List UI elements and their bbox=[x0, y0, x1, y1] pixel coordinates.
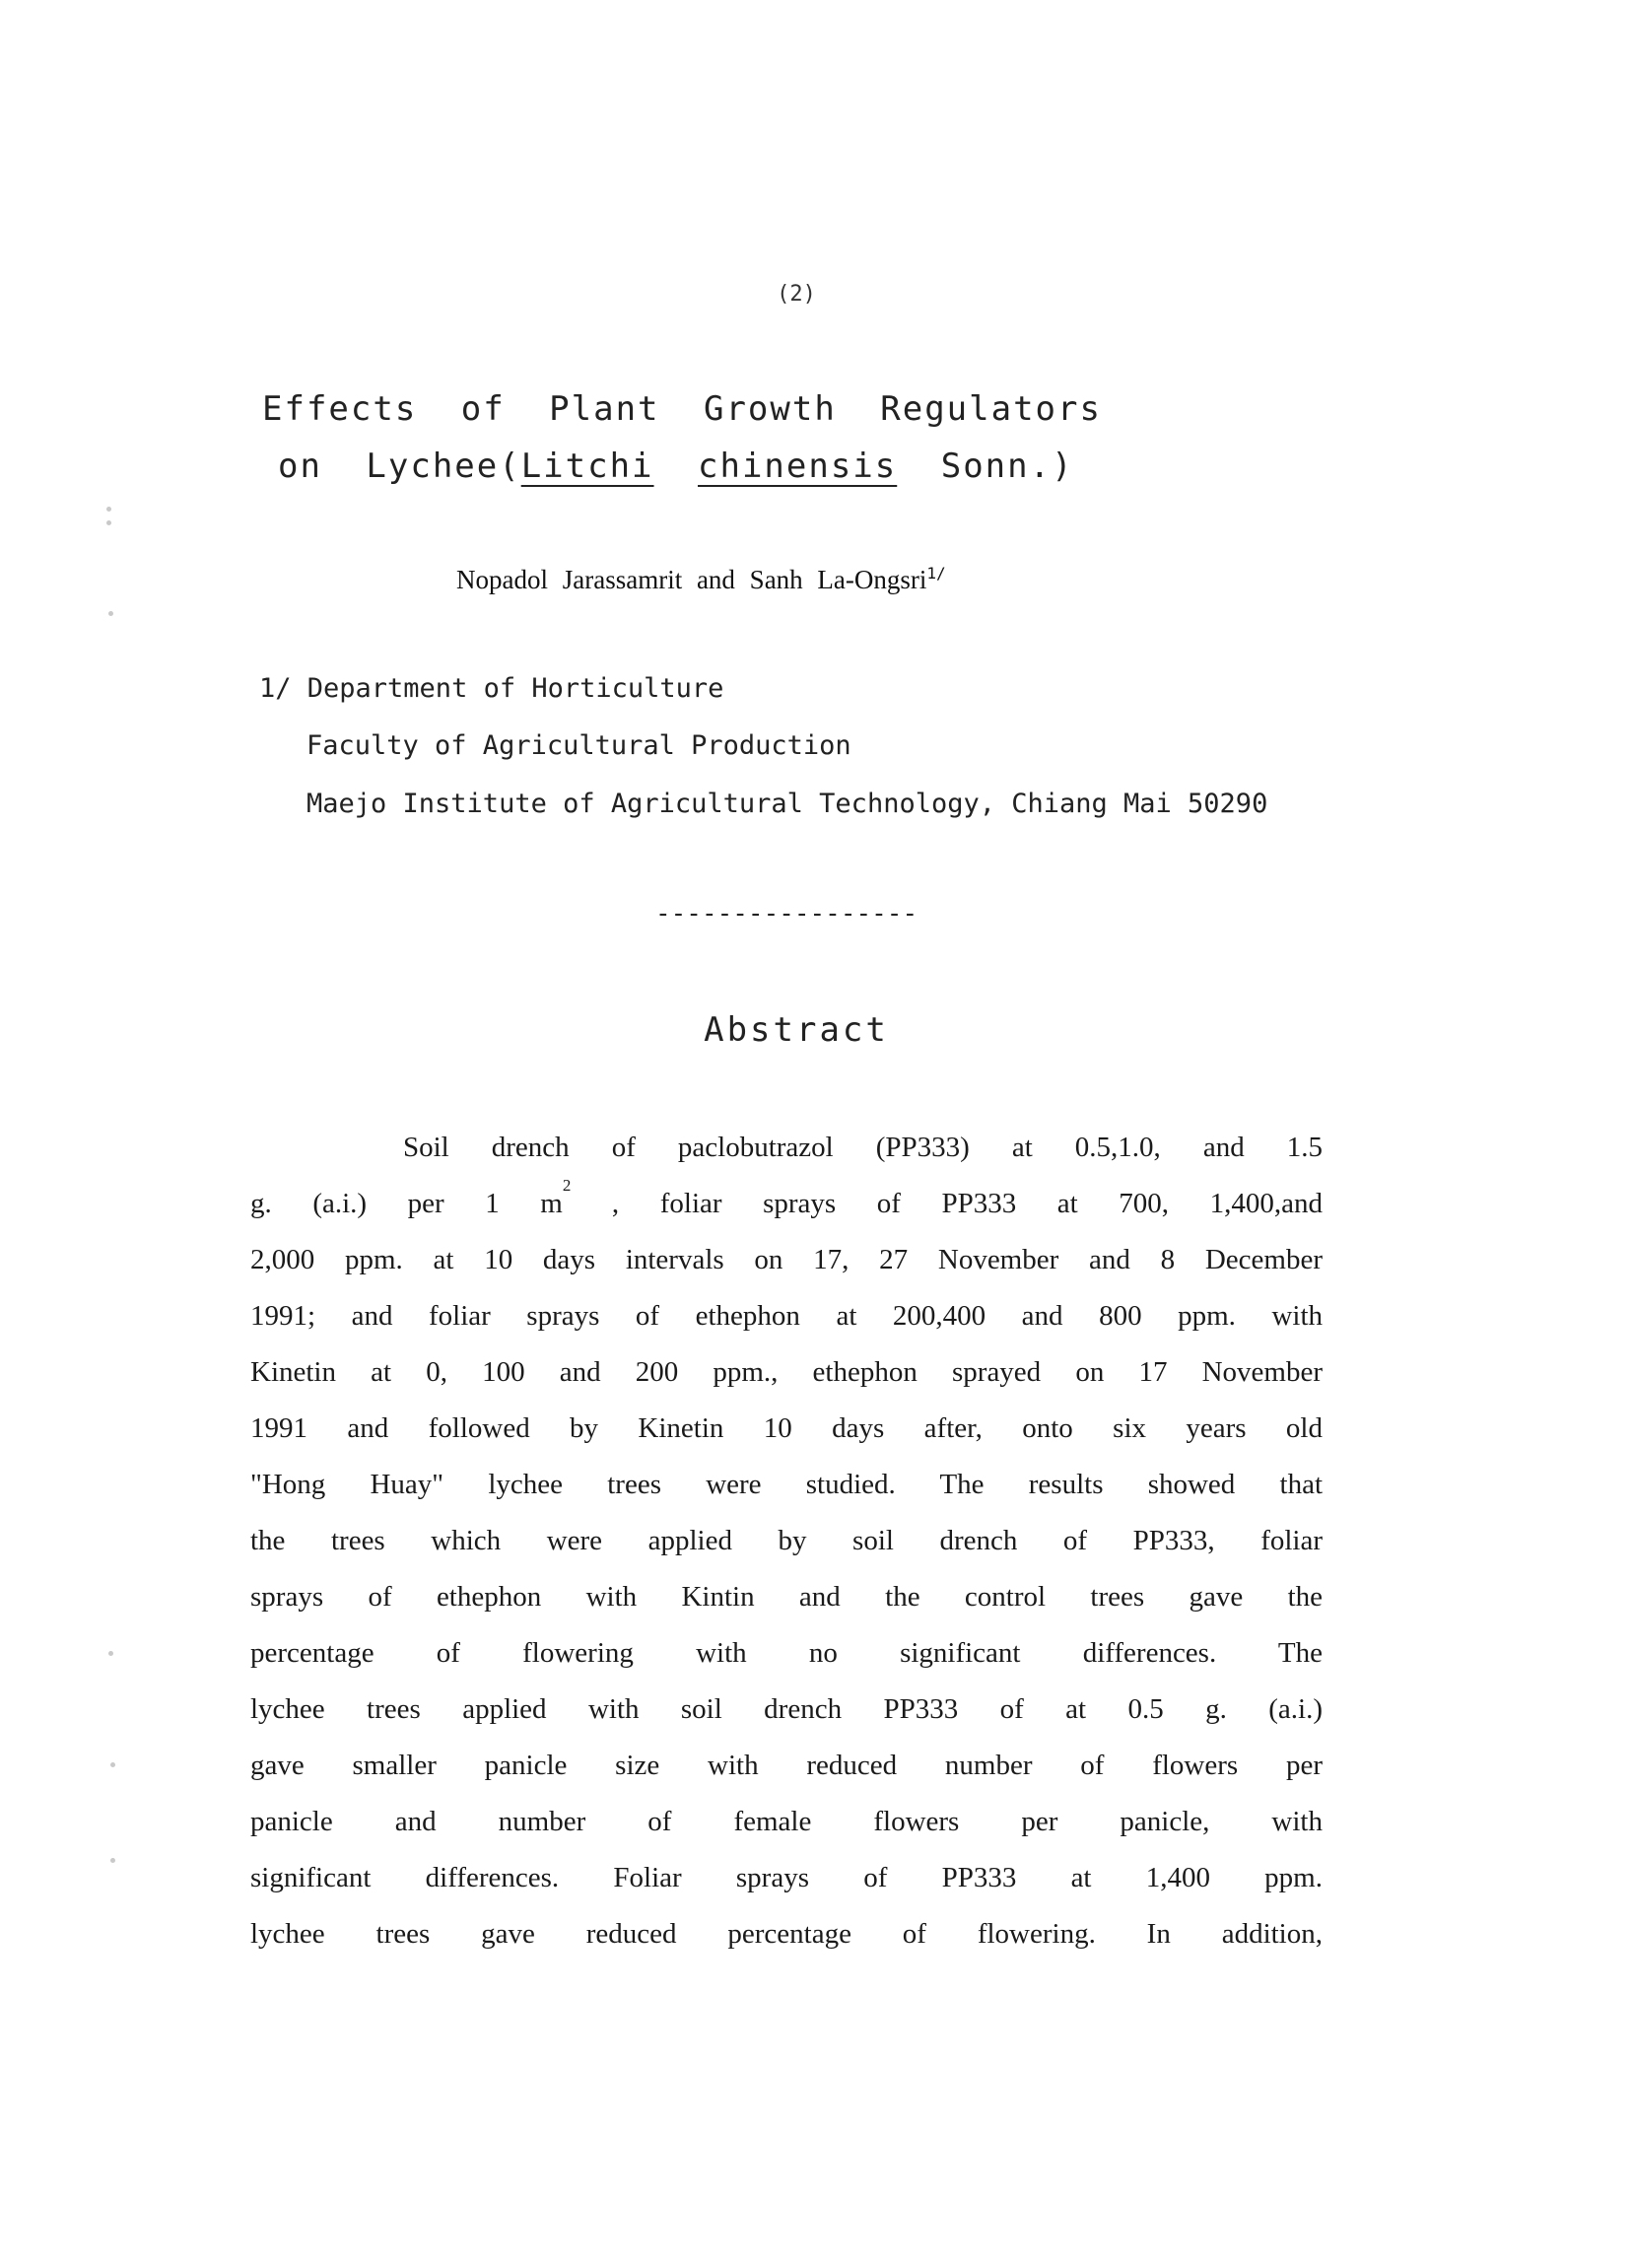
title-line-2 bbox=[278, 447, 1411, 486]
affiliation-department: 1/ Department of Horticulture bbox=[259, 673, 724, 704]
title-suffix: Sonn.) bbox=[940, 447, 1074, 486]
scan-speck bbox=[110, 1858, 115, 1863]
section-divider: ----------------- bbox=[655, 899, 918, 928]
affiliation-faculty: Faculty of Agricultural Production bbox=[306, 730, 851, 761]
author-footnote-mark: 1/ bbox=[926, 564, 946, 583]
abstract-line: the trees which were applied by soil drench of PP333, foliar bbox=[250, 1525, 1323, 1556]
abstract-line: 1991 and followed by Kinetin 10 days after, onto six years old bbox=[250, 1412, 1323, 1444]
abstract-line: Soil drench of paclobutrazol (PP333) at 0.5,1.0, and 1.5 bbox=[403, 1132, 1323, 1163]
scan-speck bbox=[106, 520, 111, 525]
abstract-line: 1991; and foliar sprays of ethephon at 200,400 and 800 ppm. with bbox=[250, 1300, 1323, 1332]
abstract-line: Kinetin at 0, 100 and 200 ppm., ethephon sprayed on 17 November bbox=[250, 1356, 1323, 1388]
superscript-exponent: 2 bbox=[562, 1176, 572, 1195]
abstract-line: lychee trees gave reduced percentage of flowering. In addition, bbox=[250, 1918, 1323, 1950]
abstract-line bbox=[250, 1176, 1323, 1232]
abstract-line: 2,000 ppm. at 10 days intervals on 17, 27 November and 8 December bbox=[250, 1244, 1323, 1275]
affiliation-institute: Maejo Institute of Agricultural Technology, Chiang Mai 50290 bbox=[306, 789, 1268, 819]
abstract-line: percentage of flowering with no significant differences. The bbox=[250, 1637, 1323, 1669]
author-names: Nopadol Jarassamrit and Sanh La-Ongsri bbox=[456, 565, 927, 594]
scan-speck bbox=[108, 611, 113, 616]
abstract-body bbox=[250, 1120, 1323, 1962]
abstract-line: sprays of ethephon with Kintin and the control trees gave the bbox=[250, 1581, 1323, 1613]
abstract-line: lychee trees applied with soil drench PP333 of at 0.5 g. (a.i.) bbox=[250, 1693, 1323, 1725]
abstract-line-part: , foliar sprays of PP333 at 700, 1,400,and bbox=[611, 1188, 1323, 1219]
title-species: chinensis bbox=[698, 447, 898, 486]
abstract-line: significant differences. Foliar sprays of PP333 at 1,400 ppm. bbox=[250, 1862, 1323, 1893]
page-number: (2) bbox=[777, 282, 816, 307]
title-prefix: on Lychee( bbox=[278, 447, 521, 486]
abstract-line: gave smaller panicle size with reduced number of flowers per bbox=[250, 1750, 1323, 1781]
abstract-line: "Hong Huay" lychee trees were studied. The results showed that bbox=[250, 1469, 1323, 1500]
scan-speck bbox=[106, 507, 111, 512]
abstract-line-part: g. (a.i.) per 1 m bbox=[250, 1188, 563, 1219]
title-genus: Litchi bbox=[520, 447, 654, 486]
abstract-line: panicle and number of female flowers per panicle, with bbox=[250, 1806, 1323, 1837]
title-line-1: Effects of Plant Growth Regulators bbox=[262, 389, 1102, 429]
scan-speck bbox=[108, 1651, 113, 1656]
abstract-heading: Abstract bbox=[704, 1010, 889, 1050]
authors bbox=[456, 564, 946, 595]
scan-speck bbox=[110, 1762, 115, 1767]
